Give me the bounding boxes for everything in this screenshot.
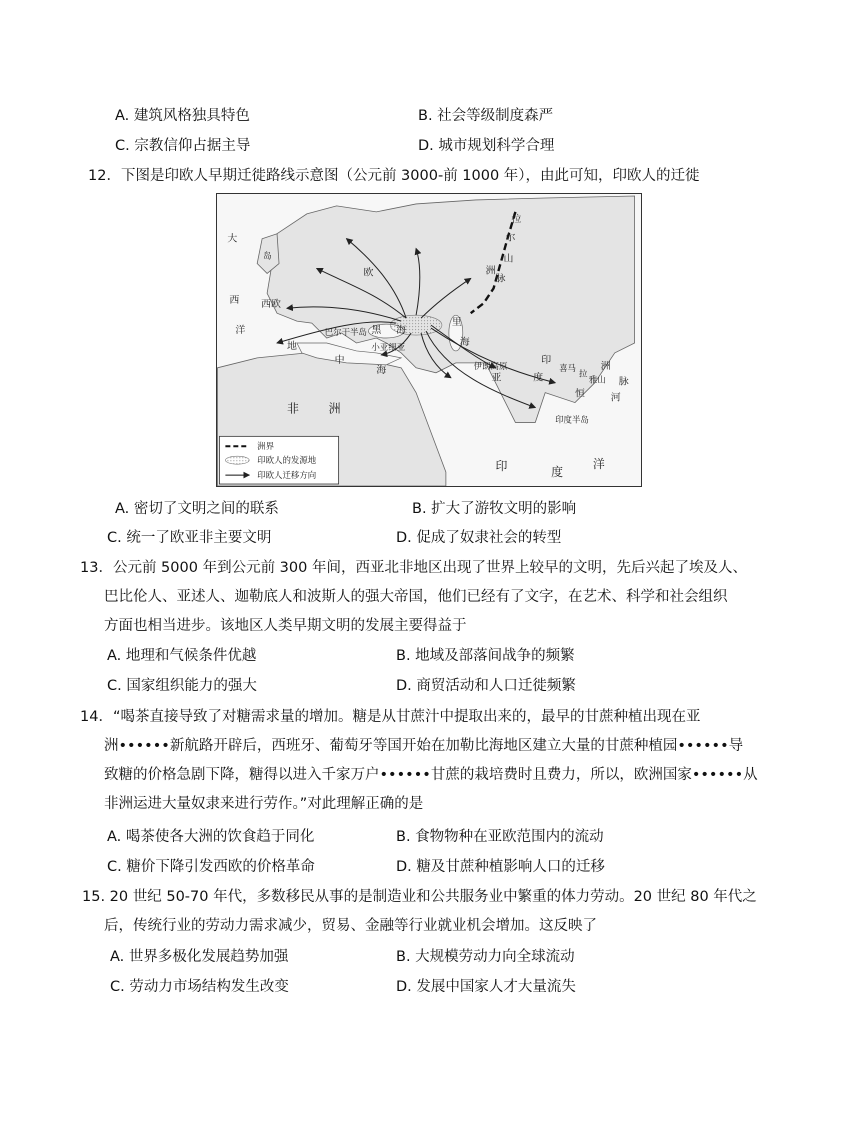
label-heihai: 黑 <box>371 325 382 337</box>
label-zhou-asia: 洲 <box>600 360 611 372</box>
label-li: 里 <box>451 317 462 329</box>
label-heihai2: 海 <box>396 325 407 337</box>
label-he: 河 <box>610 392 621 404</box>
label-yang: 洋 <box>235 325 246 337</box>
q13-option-d[interactable]: D. 商贸活动和人口迁徙频繁 <box>396 678 576 694</box>
label-ural-zhou: 洲 <box>485 265 496 277</box>
q15-stem-line-1: 15. 20 世纪 50-70 年代，多数移民从事的是制造业和公共服务业中繁重的体力劳动。20 世纪 80 年代之 <box>82 889 757 905</box>
label-da: 大 <box>227 233 238 245</box>
q13-stem-line-1: 13．公元前 5000 年到公元前 300 年间，西亚北非地区出现了世界上较早的文明，先后兴起了埃及人、 <box>80 560 747 576</box>
legend-route: 印欧人迁移方向 <box>257 470 317 481</box>
label-iran: 伊朗高原 <box>473 360 508 371</box>
label-yin: 印 <box>541 354 552 366</box>
label-hai-med: 海 <box>376 364 387 376</box>
label-yang-ocean: 洋 <box>592 457 605 472</box>
label-india-pen: 印度半岛 <box>555 414 589 425</box>
label-du: 度 <box>533 372 544 384</box>
label-ya2: 雅山 <box>588 374 606 385</box>
q14-stem-line-2: 洲••••••新航路开辟后，西班牙、葡萄牙等国开始在加勒比海地区建立大量的甘蔗种植园••••••导 <box>104 738 744 754</box>
q11-option-c[interactable]: C. 宗教信仰占据主导 <box>115 138 251 154</box>
label-heng: 恒 <box>575 388 585 400</box>
legend-origin: 印欧人的发源地 <box>257 455 317 466</box>
q15-option-a[interactable]: A. 世界多极化发展趋势加强 <box>110 949 289 965</box>
q13-stem-line-2: 巴比伦人、亚述人、迦勒底人和波斯人的强大帝国，他们已经有了文字，在艺术、科学和社会组织 <box>104 589 728 605</box>
label-balkan: 巴尔干半岛 <box>324 327 367 338</box>
q13-option-b[interactable]: B. 地域及部落间战争的频繁 <box>396 648 575 664</box>
q14-option-b[interactable]: B. 食物物种在亚欧范围内的流动 <box>396 829 604 845</box>
q15-option-d[interactable]: D. 发展中国家人才大量流失 <box>396 979 576 995</box>
label-la2: 拉 <box>578 368 588 379</box>
q12-option-b[interactable]: B. 扩大了游牧文明的影响 <box>412 501 577 517</box>
migration-map <box>216 193 642 487</box>
label-xi: 西 <box>229 295 240 307</box>
label-ou: 欧 <box>363 267 374 279</box>
label-ural-shan: 山 <box>503 253 514 265</box>
q13-stem-line-3: 方面也相当进步。该地区人类早期文明的发展主要得益于 <box>104 618 467 634</box>
q13-option-a[interactable]: A. 地理和气候条件优越 <box>107 648 257 664</box>
q12-option-c[interactable]: C. 统一了欧亚非主要文明 <box>107 530 272 546</box>
label-yin-ocean: 印 <box>495 459 508 474</box>
label-zhou-africa: 洲 <box>328 401 341 416</box>
q14-option-d[interactable]: D. 糖及甘蔗种植影响人口的迁移 <box>396 859 605 875</box>
q14-stem-line-1: 14．“喝茶直接导致了对糖需求量的增加。糖是从甘蔗汁中提取出来的，最早的甘蔗种植出现在亚 <box>80 709 701 725</box>
label-ural-la: 拉 <box>511 213 522 225</box>
q15-option-b[interactable]: B. 大规模劳动力向全球流动 <box>396 949 575 965</box>
label-fei: 非 <box>286 401 299 416</box>
q14-stem-line-4: 非洲运进大量奴隶来进行劳作。”对此理解正确的是 <box>104 796 424 812</box>
q11-option-a[interactable]: A. 建筑风格独具特色 <box>115 108 250 124</box>
q11-option-b[interactable]: B. 社会等级制度森严 <box>418 108 554 124</box>
q14-option-a[interactable]: A. 喝茶使各大洲的饮食趋于同化 <box>107 829 315 845</box>
label-zhong: 中 <box>334 354 345 366</box>
q12-option-a[interactable]: A. 密切了文明之间的联系 <box>115 501 279 517</box>
q11-option-d[interactable]: D. 城市规划科学合理 <box>418 138 555 154</box>
label-ural-mai: 脉 <box>495 273 506 285</box>
q13-option-c[interactable]: C. 国家组织能力的强大 <box>107 678 257 694</box>
label-di: 地 <box>286 340 297 352</box>
q12-option-d[interactable]: D. 促成了奴隶社会的转型 <box>396 530 562 546</box>
legend-boundary: 洲界 <box>257 441 275 452</box>
label-britain: 岛 <box>263 250 272 261</box>
q15-option-c[interactable]: C. 劳动力市场结构发生改变 <box>110 979 289 995</box>
label-xi-ou: 西欧 <box>261 299 281 311</box>
q14-stem-line-3: 致糖的价格急剧下降，糖得以进入千家万户••••••甘蔗的栽培费时且费力，所以，欧洲国家••••••从 <box>104 767 758 783</box>
map-legend <box>219 436 338 484</box>
label-du-ocean: 度 <box>551 465 564 480</box>
q12-stem: 12．下图是印欧人早期迁徙路线示意图（公元前 3000-前 1000 年），由此可知，印欧人的迁徙 <box>88 168 700 184</box>
label-ya: 亚 <box>491 372 502 384</box>
label-ural-er: 尔 <box>505 232 516 244</box>
label-mai2: 脉 <box>618 376 629 388</box>
q14-option-c[interactable]: C. 糖价下降引发西欧的价格革命 <box>107 859 315 875</box>
label-li-hai: 海 <box>459 336 470 348</box>
label-xiaoyaxiya: 小亚细亚 <box>371 341 406 352</box>
q15-stem-line-2: 后，传统行业的劳动力需求减少，贸易、金融等行业就业机会增加。这反映了 <box>104 918 597 934</box>
label-xima: 喜马 <box>559 362 576 373</box>
